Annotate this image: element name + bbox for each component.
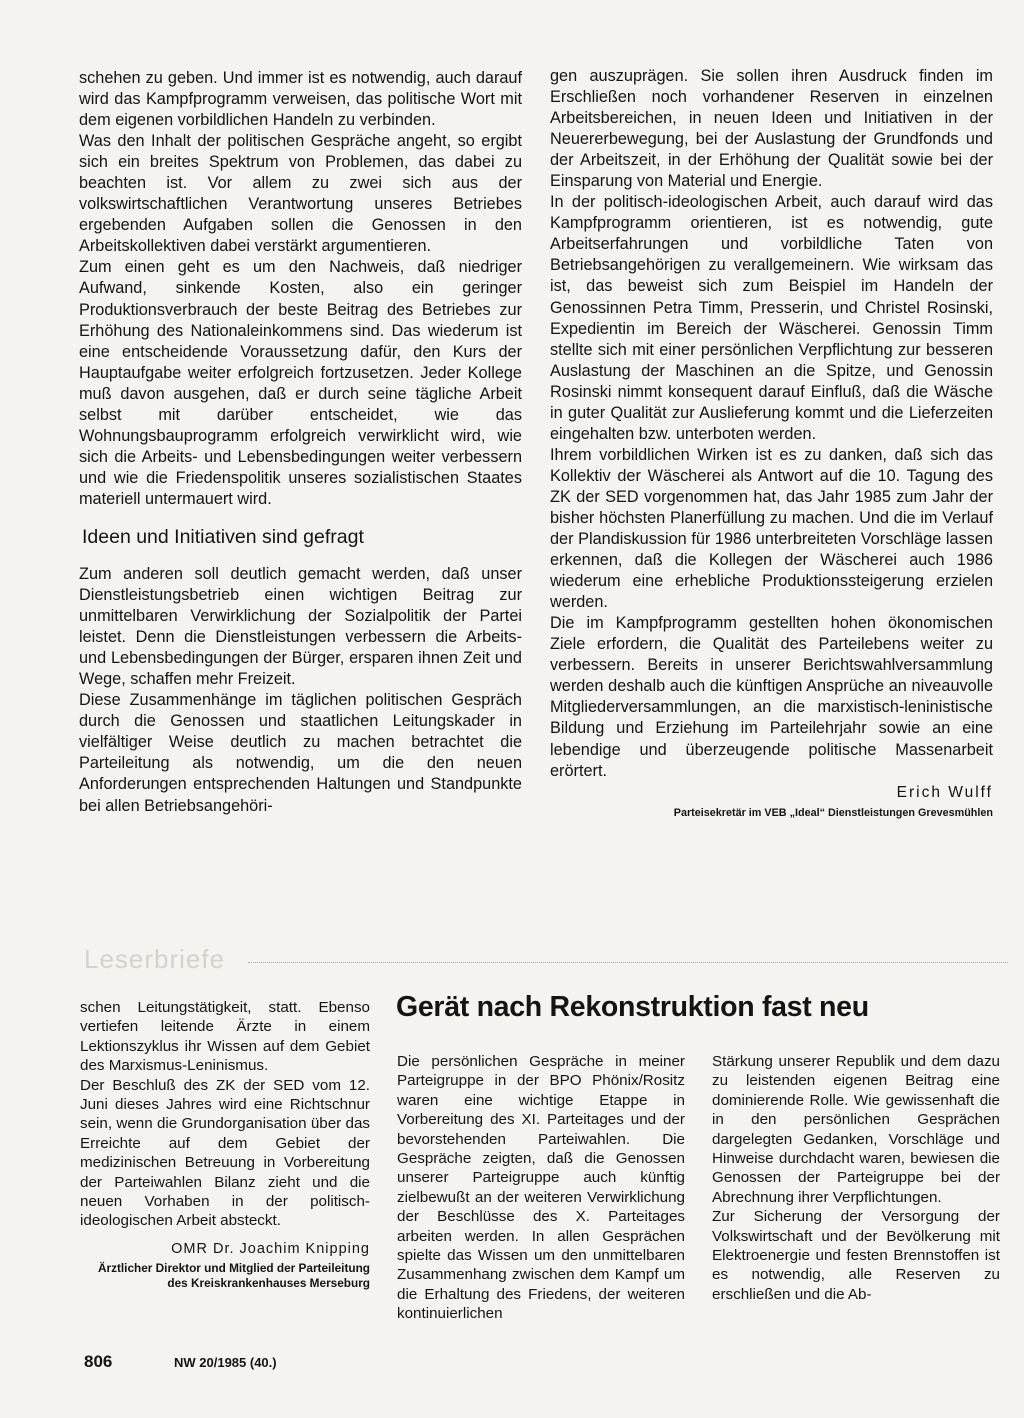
letter-left-column <box>80 998 370 1292</box>
article-right-column <box>550 66 993 820</box>
paragraph: In der politisch-ideologischen Arbeit, auch darauf wird das Kampfprogramm orientieren, ist es notwendig, gute Arbeitserfahrungen und vorbildliche Taten von Betriebsangehörigen zu verallgemeinern. Wie wirksam das ist, das beweist sich zum Beispiel im Handeln der Genossinnen Petra Timm, Presserin, und Christel Rosinski, Expedientin im Bereich der Wäscherei. Genossin Timm stellte sich mit einer persönlichen Verpflichtung zur besseren Auslastung der Maschinen an die Spitze, und Genossin Rosinski nimmt konsequent darauf Einfluß, daß die Wäsche in guter Qualität zur Auslieferung kommt und die Lieferzeiten eingehalten bzw. unterboten werden. <box>550 193 993 443</box>
issue-reference: NW 20/1985 (40.) <box>174 1355 277 1370</box>
author-name: Erich Wulff <box>896 783 993 801</box>
paragraph: Zum einen geht es um den Nachweis, daß niedriger Aufwand, sinkende Kosten, also ein geringer Produktionsverbrauch der beste Beitrag des Betriebes zur Erhöhung des Nationaleinkommens sind. Das wiederum ist eine entscheidende Voraussetzung dafür, den Kurs der Hauptaufgabe weiter erfolgreich fortzusetzen. Jeder Kollege muß davon ausgehen, daß er durch seine tägliche Arbeit selbst mit darüber entscheidet, wie das Wohnungsbauprogramm erfolgreich verwirklicht wird, wie sich die Arbeits- und Lebensbedingungen weiter verbessern und wie die Friedenspolitik unseres sozialistischen Staates materiell untermauert wird. <box>79 258 522 508</box>
paragraph: Die persönlichen Gespräche in meiner Parteigruppe in der BPO Phönix/Rositz waren eine wichtige Etappe in Vorbereitung des XI. Parteitages und der bevorstehenden Parteiwahlen. Die Gespräche zeigten, daß die Genossen unserer Parteigruppe auch künftig zielbewußt an der weiteren Verwirklichung der Beschlüsse des X. Parteitages arbeiten werden. In allen Gesprächen spielte das Wissen um den unmittelbaren Zusammenhang zwischen dem Kampf um die Erhaltung des Friedens, der weiteren kontinuierlichen <box>397 1053 685 1323</box>
article-left-column <box>79 68 522 817</box>
paragraph: Zur Sicherung der Versorgung der Volkswirtschaft und der Bevölkerung mit Elektroenergie und festen Brennstoffen ist es notwendig, alle Reserven zu erschließen und die Ab- <box>712 1208 1000 1303</box>
paragraph: schehen zu geben. Und immer ist es notwendig, auch darauf wird das Kampfprogramm verweisen, das politische Wort mit dem eigenen vorbildlichen Handeln zu verbinden. <box>79 69 522 130</box>
paragraph: gen auszuprägen. Sie sollen ihren Ausdruck finden im Erschließen noch vorhandener Reserven in einzelnen Arbeitsbereichen, in neuen Ideen und Initiativen in der Neuererbewegung, bei der Auslastung der Grundfonds und der Arbeitszeit, in der Erhöhung der Qualität sowie bei der Einsparung von Material und Energie. <box>550 67 993 191</box>
paragraph: Zum anderen soll deutlich gemacht werden, daß unser Dienstleistungsbetrieb einen wichtigen Beitrag zur unmittelbaren Verwirklichung der Sozialpolitik der Partei leistet. Denn die Dienstleistungen verbessern die Arbeits- und Lebensbedingungen der Bürger, ersparen ihnen Zeit und Wege, schaffen mehr Freizeit. <box>79 564 522 689</box>
letter-main-column-1 <box>397 1052 685 1324</box>
paragraph: Was den Inhalt der politischen Gespräche angeht, so ergibt sich ein breites Spektrum von Problemen, das dabei zu beachten ist. Vor allem zu zwei sich aus der volkswirtschaftlichen Verantwortung unseres Betriebes ergebenden Aufgaben sollen die Genossen in den Arbeitskollektiven dabei verstärkt argumentieren. <box>79 132 522 256</box>
paragraph: Diese Zusammenhänge im täglichen politischen Gespräch durch die Genossen und staatlichen Leitungskader in vielfältiger Weise deutlich zu machen betrachtet die Parteileitung als notwendig, um die den neuen Anforderungen entsprechenden Haltungen und Standpunkte bei allen Betriebsangehöri- <box>79 691 522 815</box>
letter-headline: Gerät nach Rekonstruktion fast neu <box>396 991 869 1023</box>
section-label: Leserbriefe <box>84 944 226 974</box>
paragraph: schen Leitungstätigkeit, statt. Ebenso vertiefen leitende Ärzte in einem Lektionszyklus ihr Wissen auf dem Gebiet des Marxismus-Leninismus. <box>80 999 370 1075</box>
page-number: 806 <box>84 1352 113 1371</box>
letter-main-column-2 <box>712 1052 1000 1304</box>
paragraph: Der Beschluß des ZK der SED vom 12. Juni dieses Jahres wird eine Richtschnur sein, wenn die Grundorganisation über das Erreichte auf dem Gebiet der medizinischen Betreuung in Vorbereitung der Parteiwahlen Bilanz zieht und die neuen Vorhaben in der politisch-ideologischen Arbeit absteckt. <box>80 1076 370 1230</box>
subheading: Ideen und Initiativen sind gefragt <box>82 525 364 548</box>
section-divider <box>248 962 1008 963</box>
author-role: Parteisekretär im VEB „Ideal“ Dienstleistungen Grevesmühlen <box>673 806 993 819</box>
paragraph: Die im Kampfprogramm gestellten hohen ökonomischen Ziele erfordern, die Qualität des Parteilebens weiter zu verbessern. Bereits in unserer Berichtswahlversammlung werden deshalb auch die künftigen Ansprüche an niveauvolle Mitgliederversammlungen, an die marxistisch-leninistische Bildung und Erziehung im Parteilehrjahr sowie an eine lebendige und überzeugende politische Massenarbeit erörtert. <box>550 614 993 780</box>
paragraph: Ihrem vorbildlichen Wirken ist es zu danken, daß sich das Kollektiv der Wäscherei als Antwort auf die 10. Tagung des ZK der SED vorgenommen hat, das Jahr 1985 zum Jahr der bisher höchsten Planerfüllung zu machen. Und die im Verlauf der Plandiskussion für 1986 unterbreiteten Vorschläge lassen erkennen, daß die Kollegen der Wäscherei auch 1986 wiederum eine erhebliche Produktionssteigerung erzielen werden. <box>550 445 993 612</box>
letter-author-role: Ärztlicher Direktor und Mitglied der Parteileitung des Kreiskrankenhauses Merseburg <box>97 1260 370 1291</box>
paragraph: Stärkung unserer Republik und dem dazu zu leistenden eigenen Beitrag eine dominierende Rolle. Wie gewissenhaft die in den persönlichen Gesprächen dargelegten Gedanken, Vorschläge und Hinweise durchdacht waren, bewiesen die Genossen der Parteigruppe bei der Abrechnung ihrer Verpflichtungen. <box>712 1053 1000 1206</box>
letter-author-name: OMR Dr. Joachim Knipping <box>171 1240 370 1257</box>
